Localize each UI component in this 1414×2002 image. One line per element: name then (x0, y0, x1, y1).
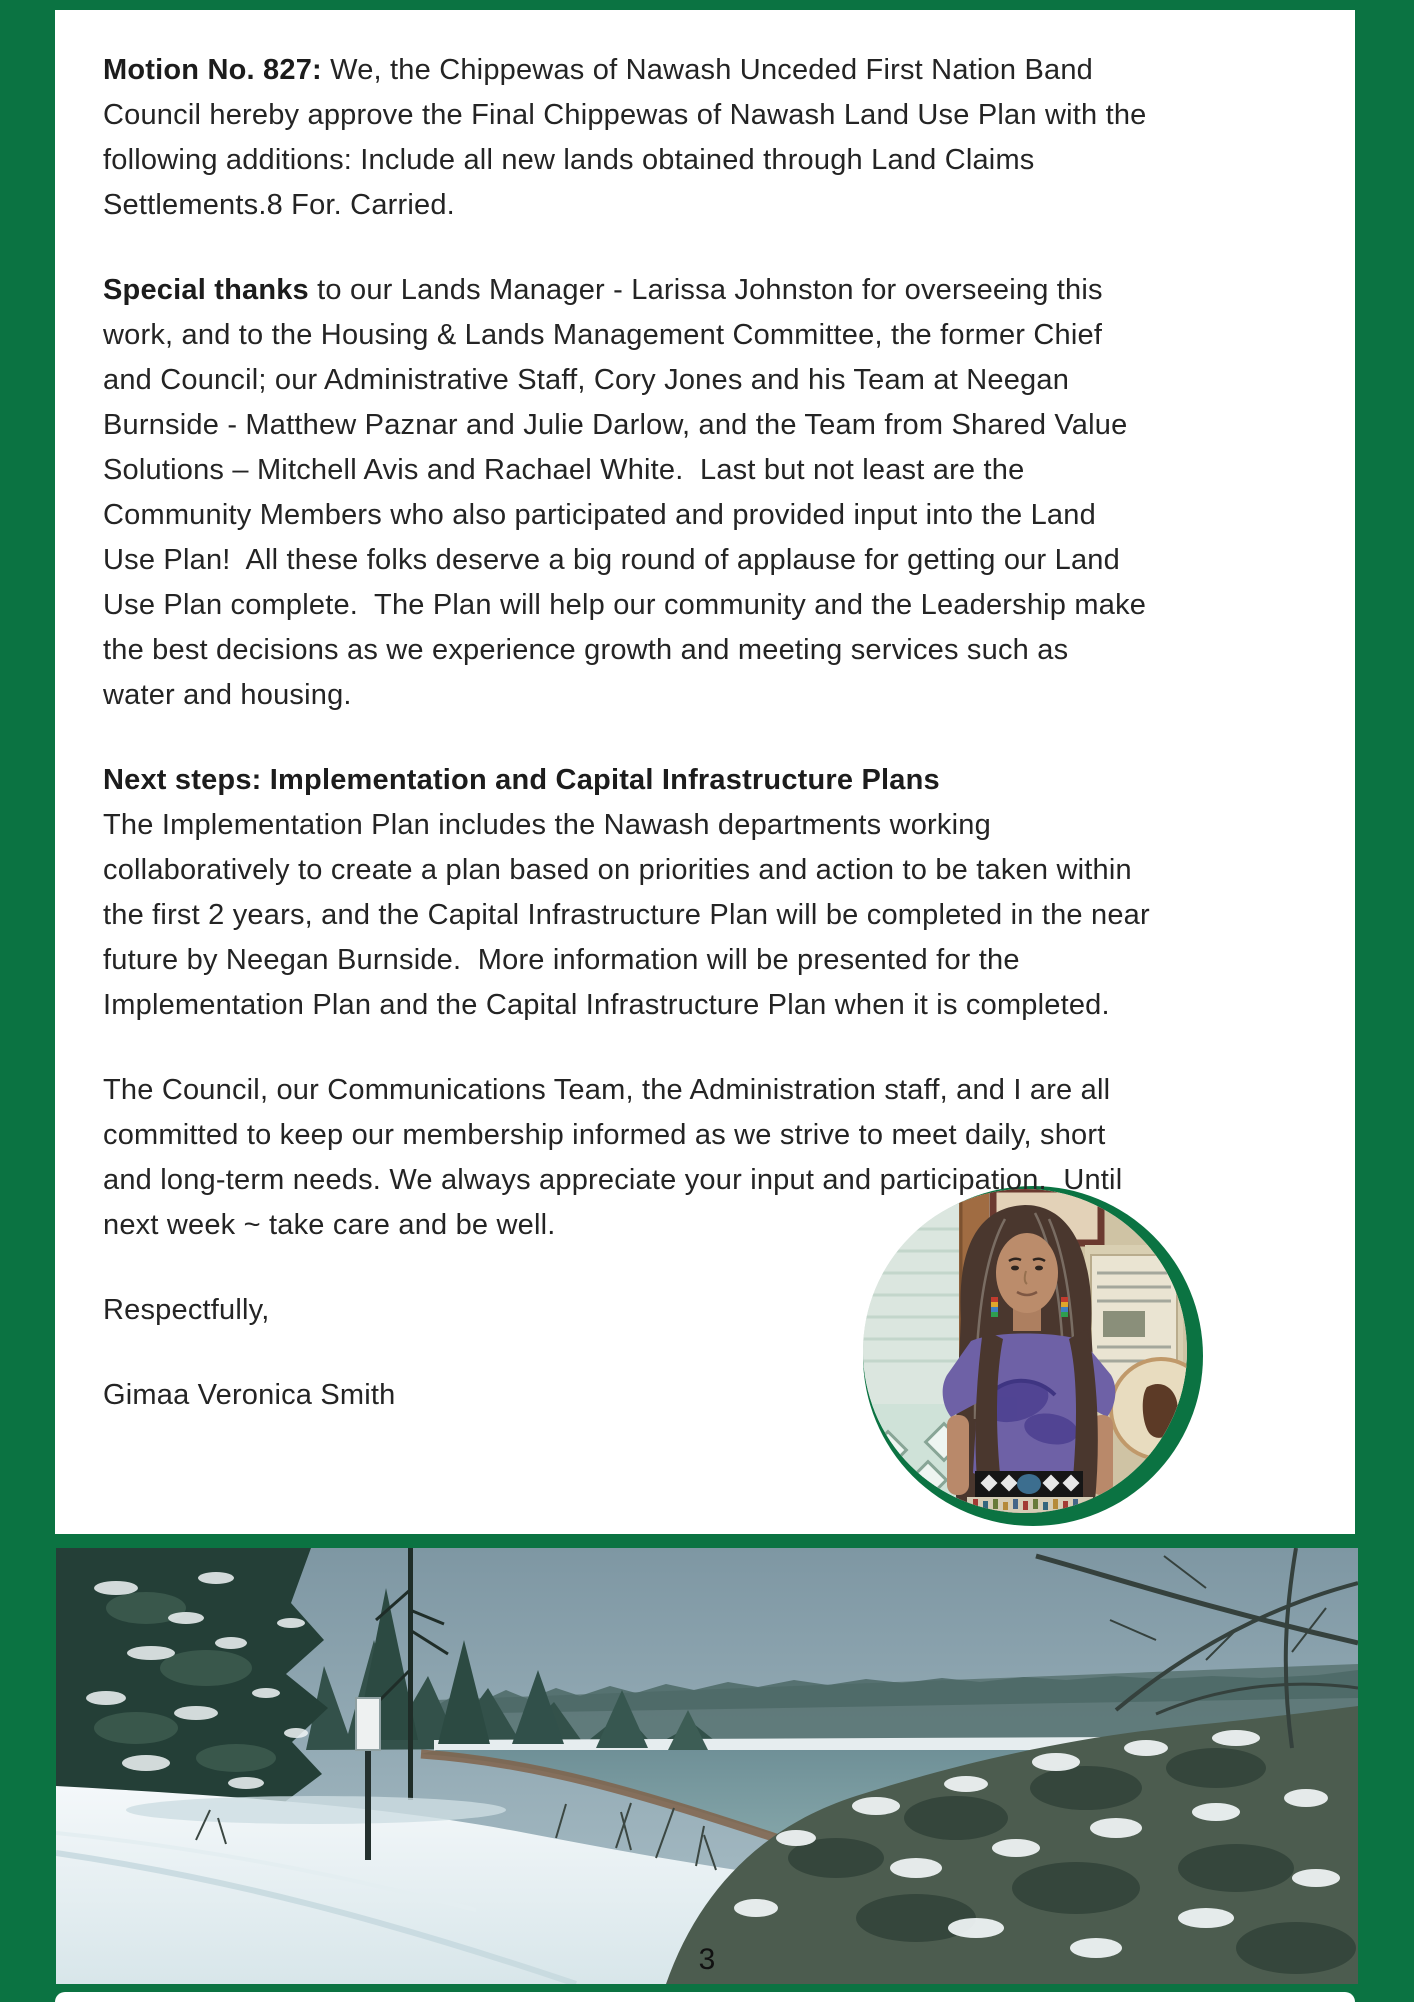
text-line: Special thanks to our Lands Manager - Larissa Johnston for overseeing this (103, 274, 1103, 306)
text-line: and Council; our Administrative Staff, Cory Jones and his Team at Neegan (103, 364, 1070, 396)
letter-card (55, 10, 1355, 1534)
motion-number-label: Motion No. 827: (103, 54, 322, 86)
closing-respectfully (103, 1288, 1315, 1333)
text-line: water and housing. (103, 679, 352, 711)
text-line: Implementation Plan and the Capital Infrastructure Plan when it is completed. (103, 989, 1110, 1021)
text-line: Burnside - Matthew Paznar and Julie Darlow, and the Team from Shared Value (103, 409, 1128, 441)
text-line: the first 2 years, and the Capital Infrastructure Plan will be completed in the near (103, 899, 1150, 931)
paragraph-motion (103, 48, 1315, 228)
page-number: 3 (698, 1943, 716, 1976)
next-card-sliver (55, 1992, 1355, 2002)
text-line: the best decisions as we experience growth and meeting services such as (103, 634, 1069, 666)
text-line: work, and to the Housing & Lands Management Committee, the former Chief (103, 319, 1103, 351)
text-line: The Implementation Plan includes the Nawash departments working (103, 809, 991, 841)
text-line: Gimaa Veronica Smith (103, 1379, 396, 1411)
signature-name (103, 1373, 1315, 1418)
text-line: next week ~ take care and be well. (103, 1209, 556, 1241)
text-line: Solutions – Mitchell Avis and Rachael White. Last but not least are the (103, 454, 1025, 486)
text-line: Motion No. 827: We, the Chippewas of Nawash Unceded First Nation Band (103, 54, 1093, 86)
text-line: Use Plan! All these folks deserve a big round of applause for getting our Land (103, 544, 1120, 576)
text-line: Use Plan complete. The Plan will help our community and the Leadership make (103, 589, 1147, 621)
paragraph-next-steps (103, 758, 1315, 1028)
paragraph-special-thanks (103, 268, 1315, 718)
text-line: Respectfully, (103, 1294, 270, 1326)
text-line: Community Members who also participated and provided input into the Land (103, 499, 1096, 531)
text-line: future by Neegan Burnside. More information will be presented for the (103, 944, 1020, 976)
text-line: committed to keep our membership informed as we strive to meet daily, short (103, 1119, 1106, 1151)
letter-body (103, 48, 1315, 1458)
paragraph-commitment (103, 1068, 1315, 1248)
next-steps-heading: Next steps: Implementation and Capital Infrastructure Plans (103, 764, 940, 796)
special-thanks-label: Special thanks (103, 274, 309, 306)
text-line: Settlements.8 For. Carried. (103, 189, 455, 221)
text-line: Council hereby approve the Final Chippewas of Nawash Land Use Plan with the (103, 99, 1147, 131)
text-line: The Council, our Communications Team, the Administration staff, and I are all (103, 1074, 1111, 1106)
text-line: following additions: Include all new lands obtained through Land Claims (103, 144, 1035, 176)
text-line: and long-term needs. We always appreciate your input and participation. Until (103, 1164, 1123, 1196)
winter-photo (56, 1548, 1358, 1984)
text-line: collaboratively to create a plan based on priorities and action to be taken within (103, 854, 1132, 886)
